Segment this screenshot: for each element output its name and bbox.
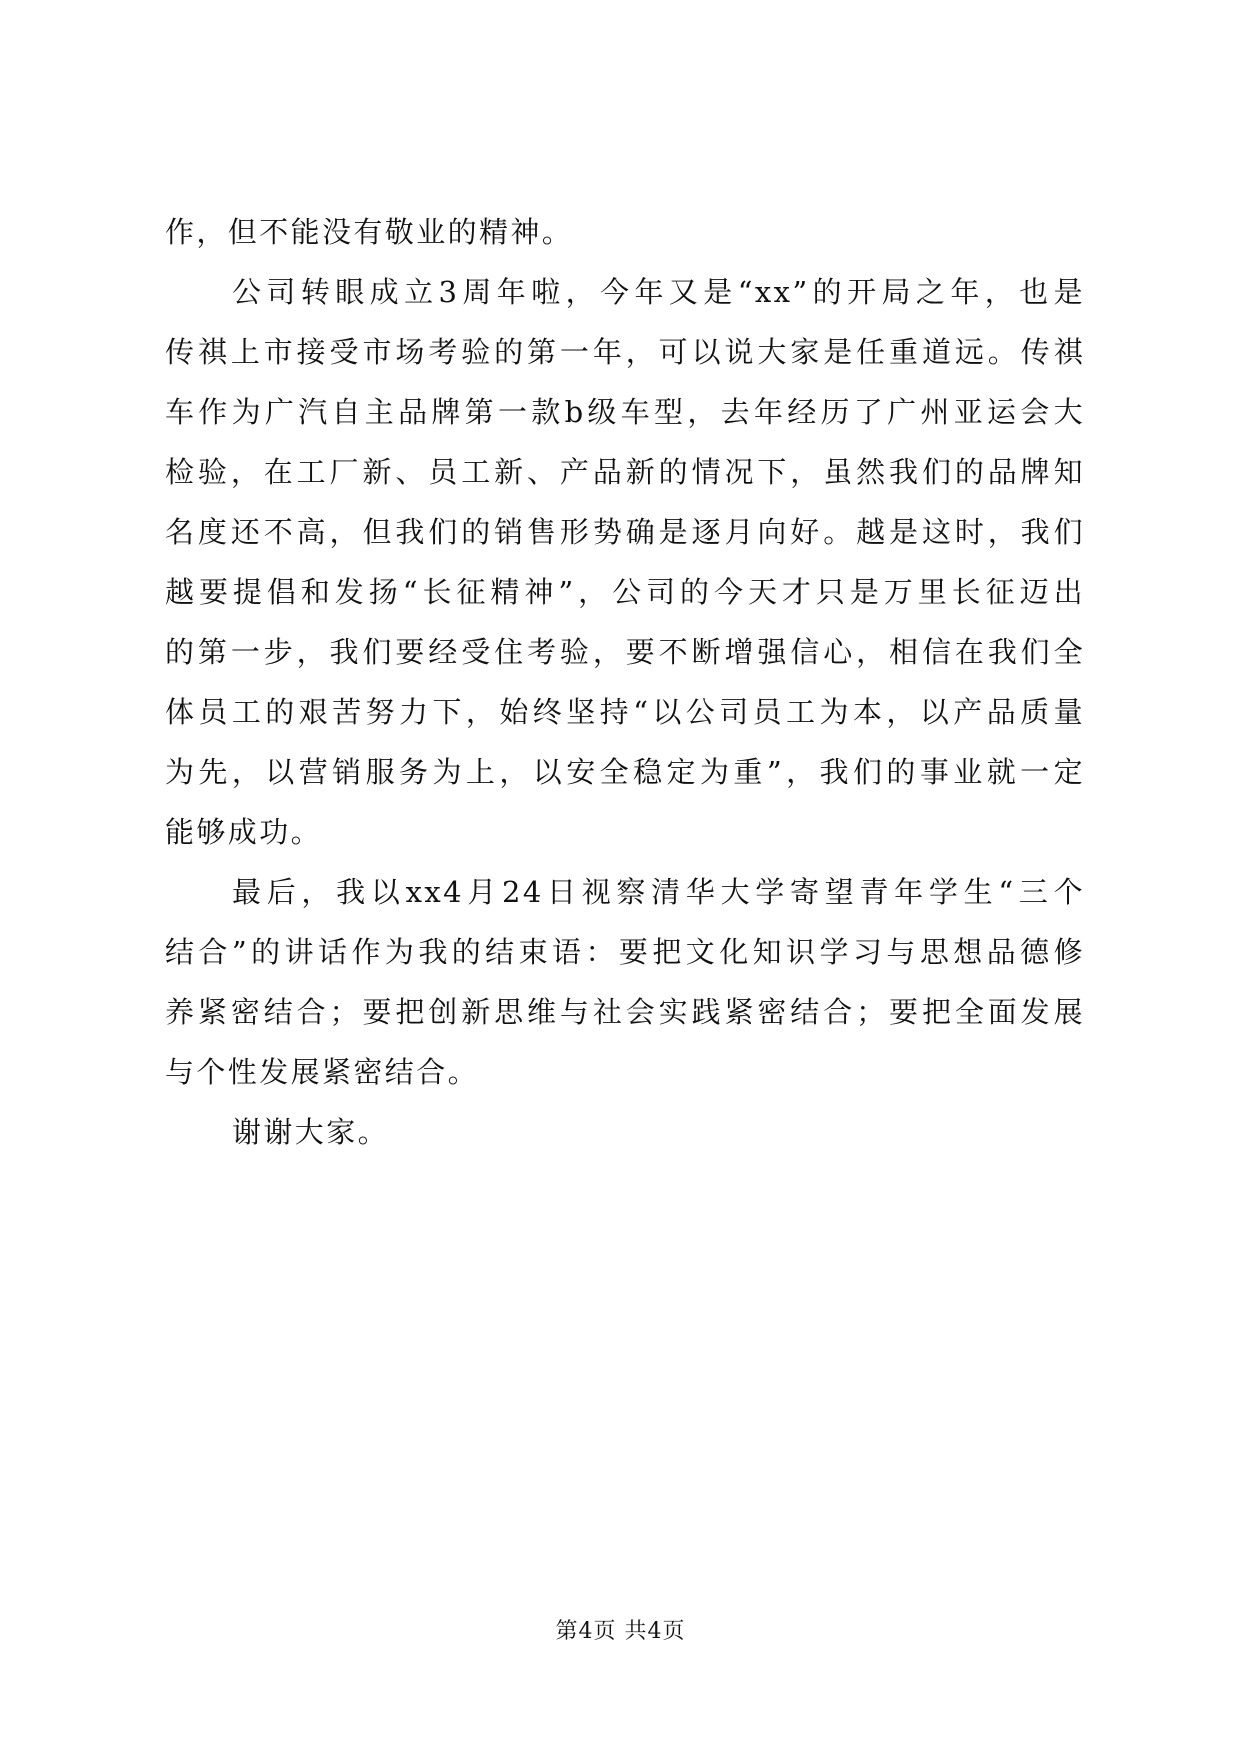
paragraph-2-line-9: 为先，以营销服务为上，以安全稳定为重”，我们的事业就一定 xyxy=(165,755,1085,789)
paragraph-4-line-1: 谢谢大家。 xyxy=(232,1115,390,1149)
paragraph-2-line-8: 体员工的艰苦努力下，始终坚持“以公司员工为本，以产品质量 xyxy=(165,695,1085,729)
paragraph-2-line-1: 公司转眼成立3周年啦，今年又是“xx”的开局之年，也是 xyxy=(232,275,1085,309)
paragraph-2-line-4: 检验，在工厂新、员工新、产品新的情况下，虽然我们的品牌知 xyxy=(165,455,1085,489)
paragraph-2-line-3: 车作为广汽自主品牌第一款b级车型，去年经历了广州亚运会大 xyxy=(165,395,1085,429)
paragraph-3-line-1: 最后，我以xx4月24日视察清华大学寄望青年学生“三个 xyxy=(232,875,1085,909)
paragraph-3-line-3: 养紧密结合；要把创新思维与社会实践紧密结合；要把全面发展 xyxy=(165,995,1085,1029)
paragraph-1-line-1: 作，但不能没有敬业的精神。 xyxy=(165,215,574,249)
page-footer: 第4页 共4页 xyxy=(555,1619,686,1644)
paragraph-2-line-2: 传祺上市接受市场考验的第一年，可以说大家是任重道远。传祺 xyxy=(165,335,1085,369)
paragraph-2-line-5: 名度还不高，但我们的销售形势确是逐月向好。越是这时，我们 xyxy=(165,515,1085,549)
paragraph-3-line-2: 结合”的讲话作为我的结束语：要把文化知识学习与思想品德修 xyxy=(165,935,1085,969)
paragraph-2-line-7: 的第一步，我们要经受住考验，要不断增强信心，相信在我们全 xyxy=(165,635,1085,669)
paragraph-2-line-10: 能够成功。 xyxy=(165,815,323,849)
paragraph-2-line-6: 越要提倡和发扬“长征精神”，公司的今天才只是万里长征迈出 xyxy=(165,575,1085,609)
paragraph-3-line-4: 与个性发展紧密结合。 xyxy=(165,1055,480,1089)
